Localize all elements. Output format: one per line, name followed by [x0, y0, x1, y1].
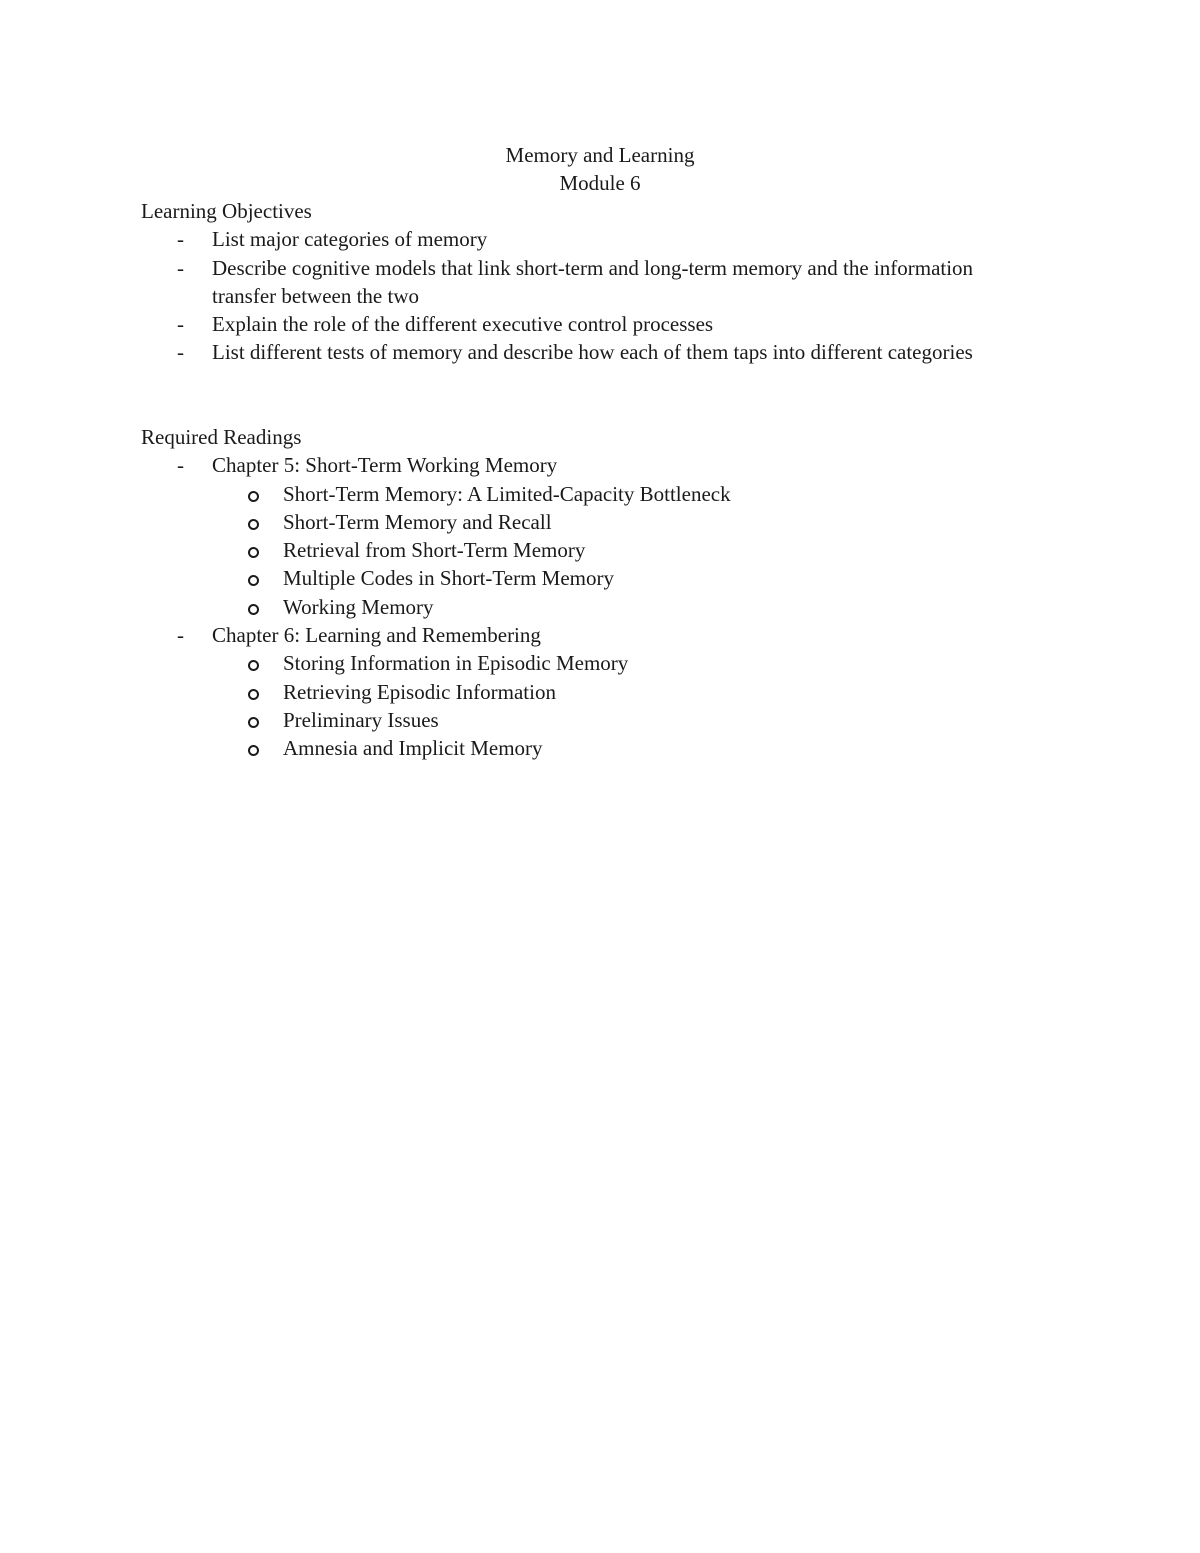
circle-bullet-icon: [248, 491, 259, 502]
chapters-list: [141, 451, 1041, 762]
document-subtitle: Module 6: [559, 171, 641, 196]
required-readings-section: [141, 423, 1041, 763]
circle-bullet-icon: [248, 575, 259, 586]
list-item: [141, 706, 1041, 734]
list-item: [141, 254, 1041, 311]
list-item: [141, 678, 1041, 706]
list-item: [141, 593, 1041, 621]
chapter-sections-list: [212, 480, 1041, 621]
circle-bullet-icon: [248, 660, 259, 671]
objective-text: Describe cognitive models that link short-term and long-term memory and the information transfer between the two: [212, 255, 974, 308]
title-block: [0, 141, 1200, 198]
list-item: [141, 734, 1041, 762]
section-heading: Required Readings: [141, 425, 302, 449]
section-text: Retrieval from Short-Term Memory: [283, 538, 586, 563]
chapter-title: Chapter 6: Learning and Remembering: [212, 623, 541, 648]
document-title: Memory and Learning: [505, 143, 695, 167]
list-item: [141, 536, 1041, 564]
objective-text: List different tests of memory and describe how each of them taps into different categories: [212, 340, 973, 365]
list-item: [141, 338, 1041, 366]
list-item: [141, 649, 1041, 677]
section-text: Amnesia and Implicit Memory: [283, 736, 543, 761]
section-text: Preliminary Issues: [283, 707, 439, 732]
chapter-item: [141, 621, 1041, 762]
list-item: [141, 564, 1041, 592]
dash-bullet: -: [177, 312, 184, 337]
chapter-sections-list: [212, 649, 1041, 762]
circle-bullet-icon: [248, 519, 259, 530]
dash-bullet: -: [177, 227, 184, 252]
section-text: Retrieving Episodic Information: [283, 679, 556, 704]
circle-bullet-icon: [248, 547, 259, 558]
objectives-list: [141, 225, 1041, 366]
circle-bullet-icon: [248, 717, 259, 728]
circle-bullet-icon: [248, 689, 259, 700]
list-item: [141, 480, 1041, 508]
circle-bullet-icon: [248, 604, 259, 615]
objective-text: Explain the role of the different executive control processes: [212, 312, 714, 337]
section-text: Short-Term Memory and Recall: [283, 509, 552, 534]
list-item: [141, 310, 1041, 338]
list-item: [141, 508, 1041, 536]
circle-bullet-icon: [248, 745, 259, 756]
section-text: Short-Term Memory: A Limited-Capacity Bottleneck: [283, 481, 731, 506]
dash-bullet: -: [177, 340, 184, 365]
dash-bullet: -: [177, 255, 184, 280]
objective-text: List major categories of memory: [212, 227, 488, 252]
chapter-title: Chapter 5: Short-Term Working Memory: [212, 453, 558, 478]
learning-objectives-section: [141, 197, 1041, 367]
section-heading: Learning Objectives: [141, 199, 312, 223]
section-text: Multiple Codes in Short-Term Memory: [283, 566, 614, 591]
list-item: [141, 225, 1041, 253]
chapter-item: [141, 451, 1041, 621]
dash-bullet: -: [177, 623, 184, 648]
dash-bullet: -: [177, 453, 184, 478]
section-text: Storing Information in Episodic Memory: [283, 651, 629, 676]
section-text: Working Memory: [283, 594, 434, 619]
